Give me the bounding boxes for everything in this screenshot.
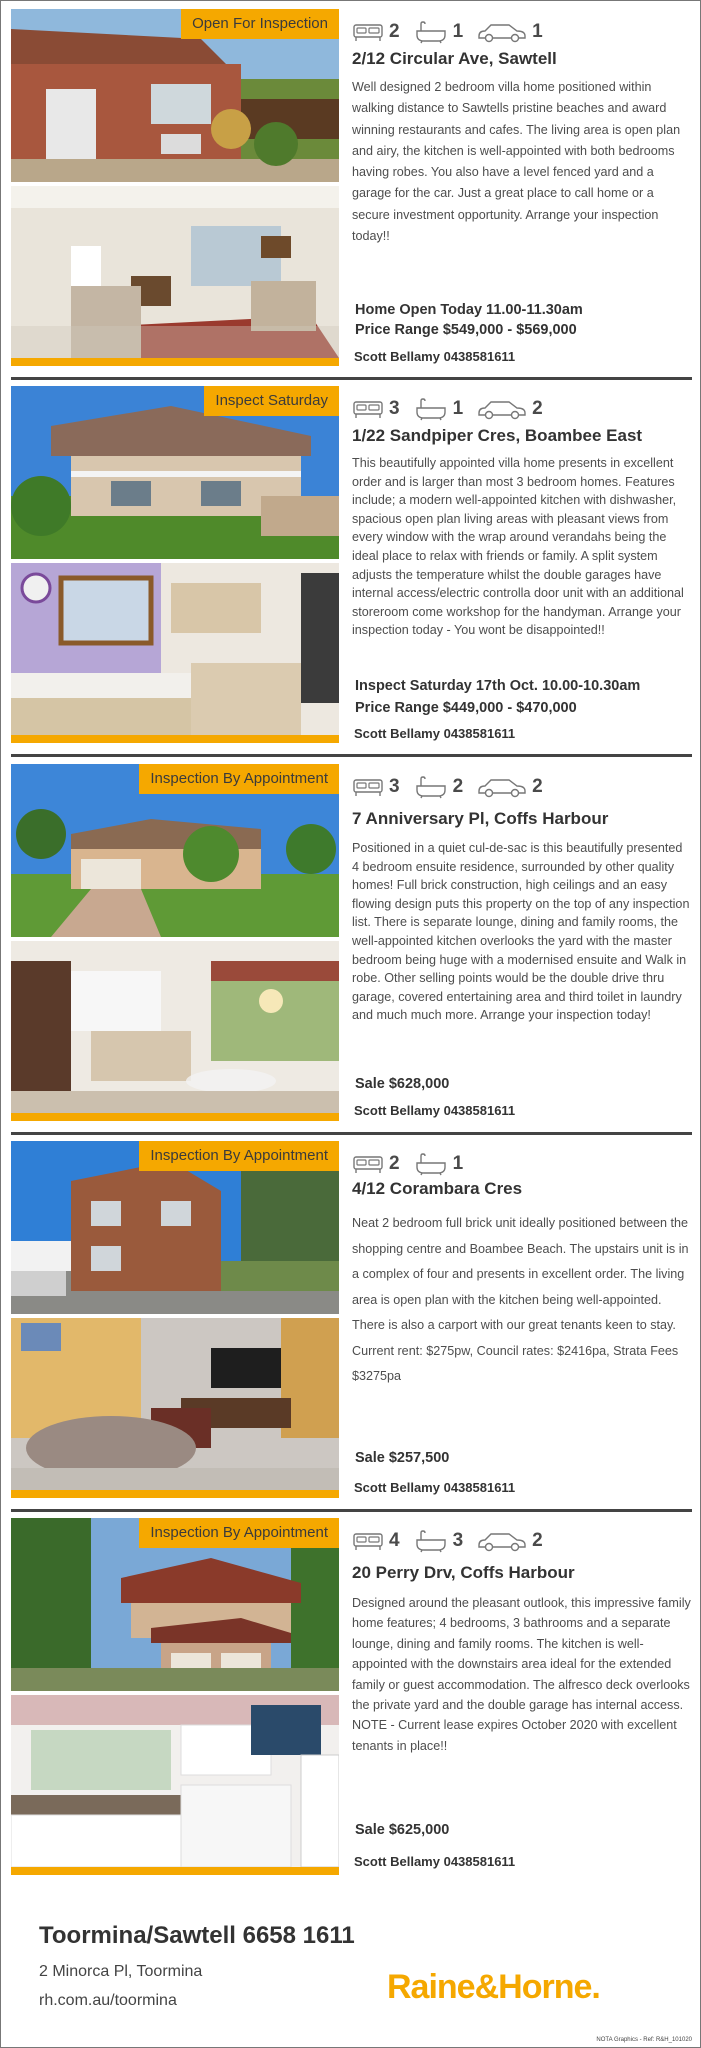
- bedrooms: [352, 776, 400, 798]
- property-price: Price Range $549,000 - $569,000: [355, 322, 577, 338]
- listing-sandpiper-cres: [11, 386, 692, 753]
- bathroom-count: 1: [452, 21, 464, 42]
- agent-contact: Scott Bellamy 0438581611: [354, 1480, 516, 1495]
- accent-bar: [11, 358, 339, 366]
- bathrooms: [414, 775, 464, 799]
- bedroom-count: 4: [389, 1530, 400, 1551]
- living-room-photo: [11, 186, 339, 358]
- car-count: 2: [532, 776, 543, 797]
- property-price: Sale $625,000: [355, 1822, 450, 1838]
- bath-icon: [414, 1152, 448, 1176]
- kitchen-photo: [11, 563, 339, 735]
- living-room-photo: [11, 1318, 339, 1490]
- listing-divider: [11, 754, 692, 757]
- bathroom-count: 1: [452, 398, 464, 419]
- property-description: Neat 2 bedroom full brick unit ideally positioned between the shopping centre and Boambee Beach. The upstairs unit is in a complex of four and presents in excellent order. The living area is open plan with the kitchen being well-appointed. There is also a carport with our great tenants keen to stay. Current rent: $275pw, Council rates: $2416pa, Strata Fees $3275pa: [352, 1216, 689, 1383]
- bedroom-count: 2: [389, 21, 400, 42]
- car-spaces: [477, 776, 543, 798]
- feature-icons: [352, 19, 557, 45]
- bedrooms: [352, 21, 400, 43]
- bathrooms: [414, 1529, 464, 1553]
- listing-divider: [11, 1509, 692, 1512]
- bath-icon: [414, 20, 448, 44]
- property-address: 1/22 Sandpiper Cres, Boambee East: [352, 426, 643, 445]
- bed-icon: [352, 1530, 384, 1552]
- property-address: 7 Anniversary Pl, Coffs Harbour: [352, 809, 609, 828]
- property-description: Well designed 2 bedroom villa home positioned within walking distance to Sawtells pristine beaches and award winning restaurants and cafes. The living area is open plan and airy, the kitchen is well-appointed with both bedrooms having robes. You also have a level fenced yard and a garage for the car. Just a great place to call home or a secure investment opportunity. Arrange your inspection today!!: [352, 80, 681, 244]
- inspection-banner: Inspection By Appointment: [139, 1141, 339, 1171]
- bed-icon: [352, 21, 384, 43]
- property-price: Price Range $449,000 - $470,000: [355, 700, 577, 716]
- bathrooms: [414, 397, 464, 421]
- bath-icon: [414, 775, 448, 799]
- bathrooms: [414, 20, 464, 44]
- feature-icons: [352, 396, 557, 422]
- property-price: Sale $628,000: [355, 1076, 450, 1092]
- property-address: 4/12 Corambara Cres: [352, 1179, 523, 1198]
- car-spaces: [477, 398, 543, 420]
- bathrooms: [414, 1152, 464, 1176]
- bedroom-count: 2: [389, 1153, 400, 1174]
- property-description: Positioned in a quiet cul-de-sac is this beautifully presented 4 bedroom ensuite residence, surrounded by other quality homes! Full brick construction, high ceilings and an easy flowing design puts this property on the top of any inspection list. There is separate lounge, dining and family rooms, the well-appointed kitchen overlooks the yard with the master bedroom being huge with a modernised ensuite and Walk in robe. Other selling points would be the double drive thru garage, covered entertaining area and third toilet in laundry and much much more. Arrange your inspection today!: [352, 841, 690, 1023]
- accent-bar: [11, 1490, 339, 1498]
- car-count: 2: [532, 398, 543, 419]
- listing-divider: [11, 1132, 692, 1135]
- design-credit: NOTA Graphics - Ref: R&H_101020: [596, 2037, 692, 2043]
- car-icon: [477, 776, 527, 798]
- car-icon: [477, 21, 527, 43]
- property-address: 20 Perry Drv, Coffs Harbour: [352, 1563, 575, 1582]
- car-spaces: [477, 1530, 543, 1552]
- listing-perry-drv: [11, 1518, 692, 1885]
- listing-divider: [11, 377, 692, 380]
- agent-contact: Scott Bellamy 0438581611: [354, 726, 516, 741]
- car-count: 2: [532, 1530, 543, 1551]
- accent-bar: [11, 735, 339, 743]
- inspection-banner: Inspect Saturday: [204, 386, 339, 416]
- inspection-banner: Inspection By Appointment: [139, 764, 339, 794]
- car-icon: [477, 398, 527, 420]
- bath-icon: [414, 397, 448, 421]
- feature-icons: [352, 1528, 557, 1554]
- feature-icons: [352, 774, 557, 800]
- bathroom-count: 2: [452, 776, 464, 797]
- agent-contact: Scott Bellamy 0438581611: [354, 349, 516, 364]
- open-home-time: Inspect Saturday 17th Oct. 10.00-10.30am: [355, 678, 641, 694]
- accent-bar: [11, 1113, 339, 1121]
- property-address: 2/12 Circular Ave, Sawtell: [352, 49, 557, 68]
- car-spaces: [477, 21, 543, 43]
- bedrooms: [352, 398, 400, 420]
- inspection-banner: Open For Inspection: [181, 9, 339, 39]
- bathroom-count: 1: [452, 1153, 464, 1174]
- listing-circular-ave: [11, 9, 692, 376]
- accent-bar: [11, 1867, 339, 1875]
- office-name-phone: Toormina/Sawtell 6658 1611: [39, 1922, 355, 1949]
- bedroom-count: 3: [389, 776, 400, 797]
- inspection-banner: Inspection By Appointment: [139, 1518, 339, 1548]
- office-address: 2 Minorca Pl, Toormina: [39, 1963, 203, 1980]
- office-website-link[interactable]: rh.com.au/toormina: [39, 1992, 177, 2009]
- bed-icon: [352, 1153, 384, 1175]
- bed-icon: [352, 776, 384, 798]
- kitchen-photo: [11, 1695, 339, 1867]
- feature-icons: [352, 1151, 477, 1177]
- car-count: 1: [532, 21, 543, 42]
- listing-corambara-cres: [11, 1141, 692, 1508]
- bedroom-count: 3: [389, 398, 400, 419]
- property-price: Sale $257,500: [355, 1450, 450, 1466]
- bedrooms: [352, 1530, 400, 1552]
- agent-contact: Scott Bellamy 0438581611: [354, 1854, 516, 1869]
- agent-contact: Scott Bellamy 0438581611: [354, 1103, 516, 1118]
- bathroom-count: 3: [452, 1530, 464, 1551]
- bedrooms: [352, 1153, 400, 1175]
- listing-anniversary-pl: [11, 764, 692, 1131]
- open-home-time: Home Open Today 11.00-11.30am: [355, 302, 583, 318]
- car-icon: [477, 1530, 527, 1552]
- bed-icon: [352, 398, 384, 420]
- bath-icon: [414, 1529, 448, 1553]
- property-description: Designed around the pleasant outlook, this impressive family home features; 4 bedrooms, 3 bathrooms and a separate lounge, dining and family rooms. The kitchen is well-appointed with the downstairs area ideal for the extended family or guest accommodation. The alfresco deck overlooks the private yard and the double garage has internal access. NOTE - Current lease expires October 2020 with excellent tenants in place!!: [352, 1596, 691, 1753]
- kitchen-photo: [11, 941, 339, 1113]
- property-description: This beautifully appointed villa home presents in excellent order and is larger than most 3 bedroom homes. Features include; a modern well-appointed kitchen with dishwasher, spacious open plan living areas with pleasant views from every window with the wrap around verandahs being the ideal place to relax with friends or family. A split system adjusts the temperature whilst the double garages have internal access/electric controlla door unit with an additional storeroom come workshop for the handyman. Arrange your inspection today - You wont be disappointed!!: [352, 456, 684, 638]
- raine-horne-logo: Raine&Horne.: [387, 1968, 600, 2006]
